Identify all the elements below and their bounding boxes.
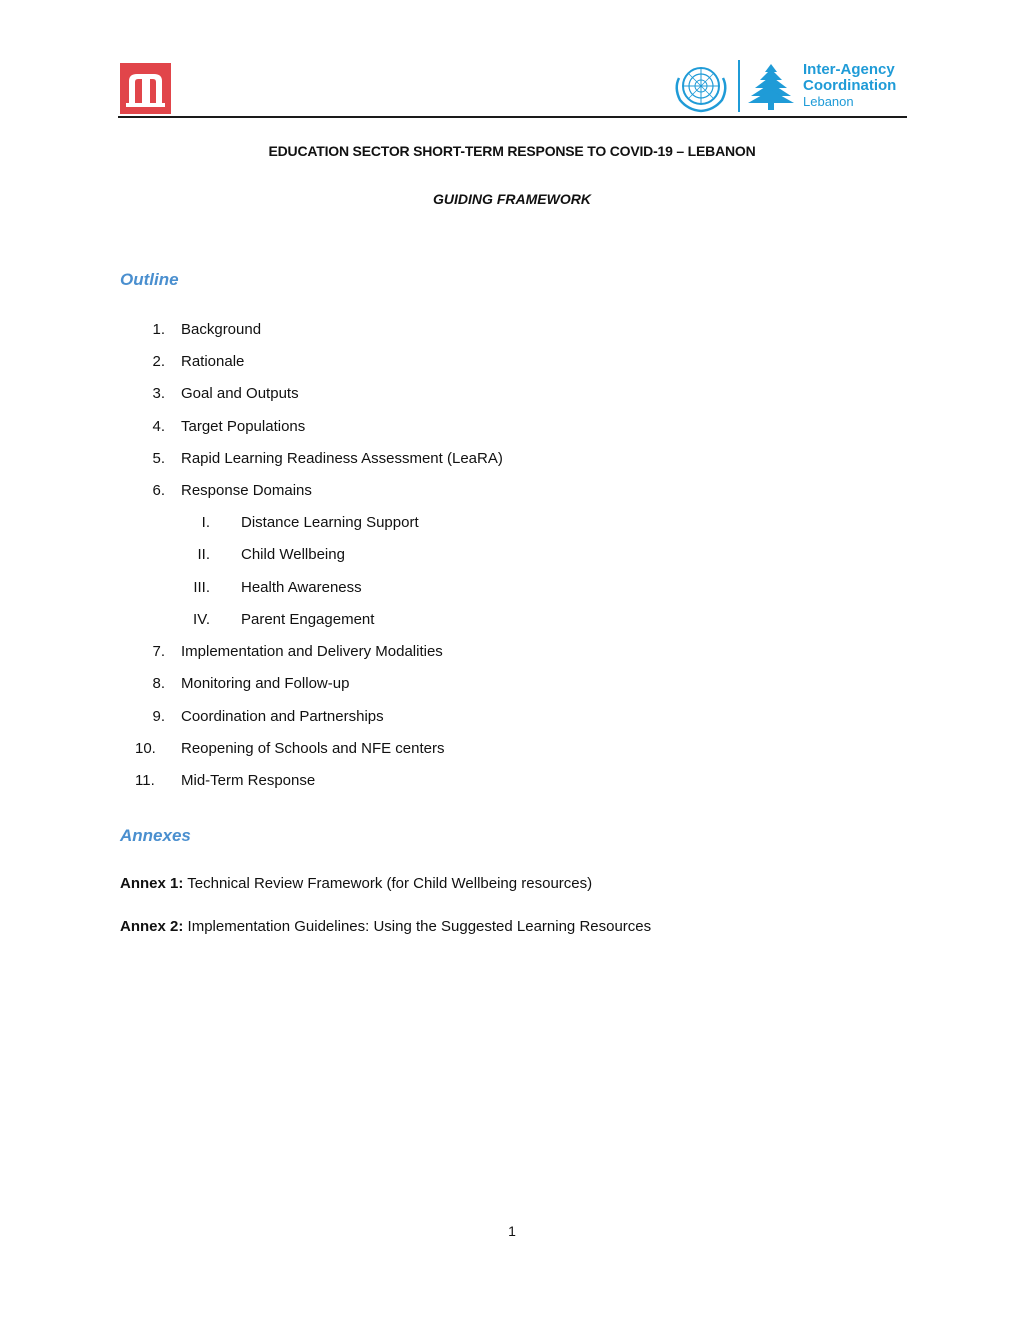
item-label: Mid-Term Response bbox=[181, 772, 316, 789]
iac-line-3: Lebanon bbox=[803, 94, 854, 109]
item-label: Rationale bbox=[181, 353, 245, 370]
page-number: 1 bbox=[508, 1223, 516, 1239]
item-number: 6. bbox=[152, 482, 165, 499]
item-number: II. bbox=[197, 546, 210, 563]
iac-line-2: Coordination bbox=[803, 77, 897, 94]
item-number: 1. bbox=[152, 321, 165, 338]
iac-line-1: Inter-Agency bbox=[803, 61, 895, 78]
item-label: Response Domains bbox=[181, 482, 312, 499]
annex-text: Technical Review Framework (for Child Wellbeing resources) bbox=[187, 875, 593, 892]
item-number: 10. bbox=[135, 740, 156, 757]
item-label: Monitoring and Follow-up bbox=[181, 675, 350, 692]
annex-label: Annex 1: bbox=[120, 875, 184, 892]
item-number: 8. bbox=[152, 675, 165, 692]
annexes-heading: Annexes bbox=[120, 826, 191, 845]
item-label: Health Awareness bbox=[241, 579, 362, 596]
un-emblem-icon bbox=[670, 58, 732, 114]
item-number: III. bbox=[193, 579, 210, 596]
item-label: Coordination and Partnerships bbox=[181, 708, 384, 725]
iac-wordmark bbox=[803, 62, 896, 110]
item-label: Distance Learning Support bbox=[241, 514, 419, 531]
item-label: Goal and Outputs bbox=[181, 385, 299, 402]
item-label: Implementation and Delivery Modalities bbox=[181, 643, 443, 660]
item-number: 2. bbox=[152, 353, 165, 370]
header-divider bbox=[118, 116, 907, 118]
logo-divider bbox=[738, 60, 740, 112]
item-number: 4. bbox=[152, 418, 165, 435]
annex-text: Implementation Guidelines: Using the Suggested Learning Resources bbox=[187, 918, 652, 935]
annex-item-2 bbox=[120, 918, 651, 935]
document-subtitle: GUIDING FRAMEWORK bbox=[433, 191, 591, 207]
cedar-tree-icon bbox=[746, 58, 796, 114]
mehe-logo-icon bbox=[120, 63, 171, 114]
item-label: Reopening of Schools and NFE centers bbox=[181, 740, 445, 757]
annex-label: Annex 2: bbox=[120, 918, 184, 935]
item-label: Target Populations bbox=[181, 418, 306, 435]
item-label: Parent Engagement bbox=[241, 611, 375, 628]
item-label: Rapid Learning Readiness Assessment (LeaRA) bbox=[181, 450, 503, 467]
item-number: 9. bbox=[152, 708, 165, 725]
item-number: 5. bbox=[152, 450, 165, 467]
item-label: Background bbox=[181, 321, 262, 338]
item-number: 11. bbox=[135, 772, 155, 789]
annex-item-1 bbox=[120, 875, 592, 892]
outline-heading: Outline bbox=[120, 270, 179, 289]
partner-logos bbox=[670, 58, 910, 114]
item-number: IV. bbox=[193, 611, 210, 628]
item-number: 3. bbox=[152, 385, 165, 402]
item-number: I. bbox=[201, 514, 210, 531]
document-title: EDUCATION SECTOR SHORT-TERM RESPONSE TO COVID-19 – LEBANON bbox=[268, 143, 756, 159]
item-number: 7. bbox=[152, 643, 165, 660]
item-label: Child Wellbeing bbox=[241, 546, 345, 563]
